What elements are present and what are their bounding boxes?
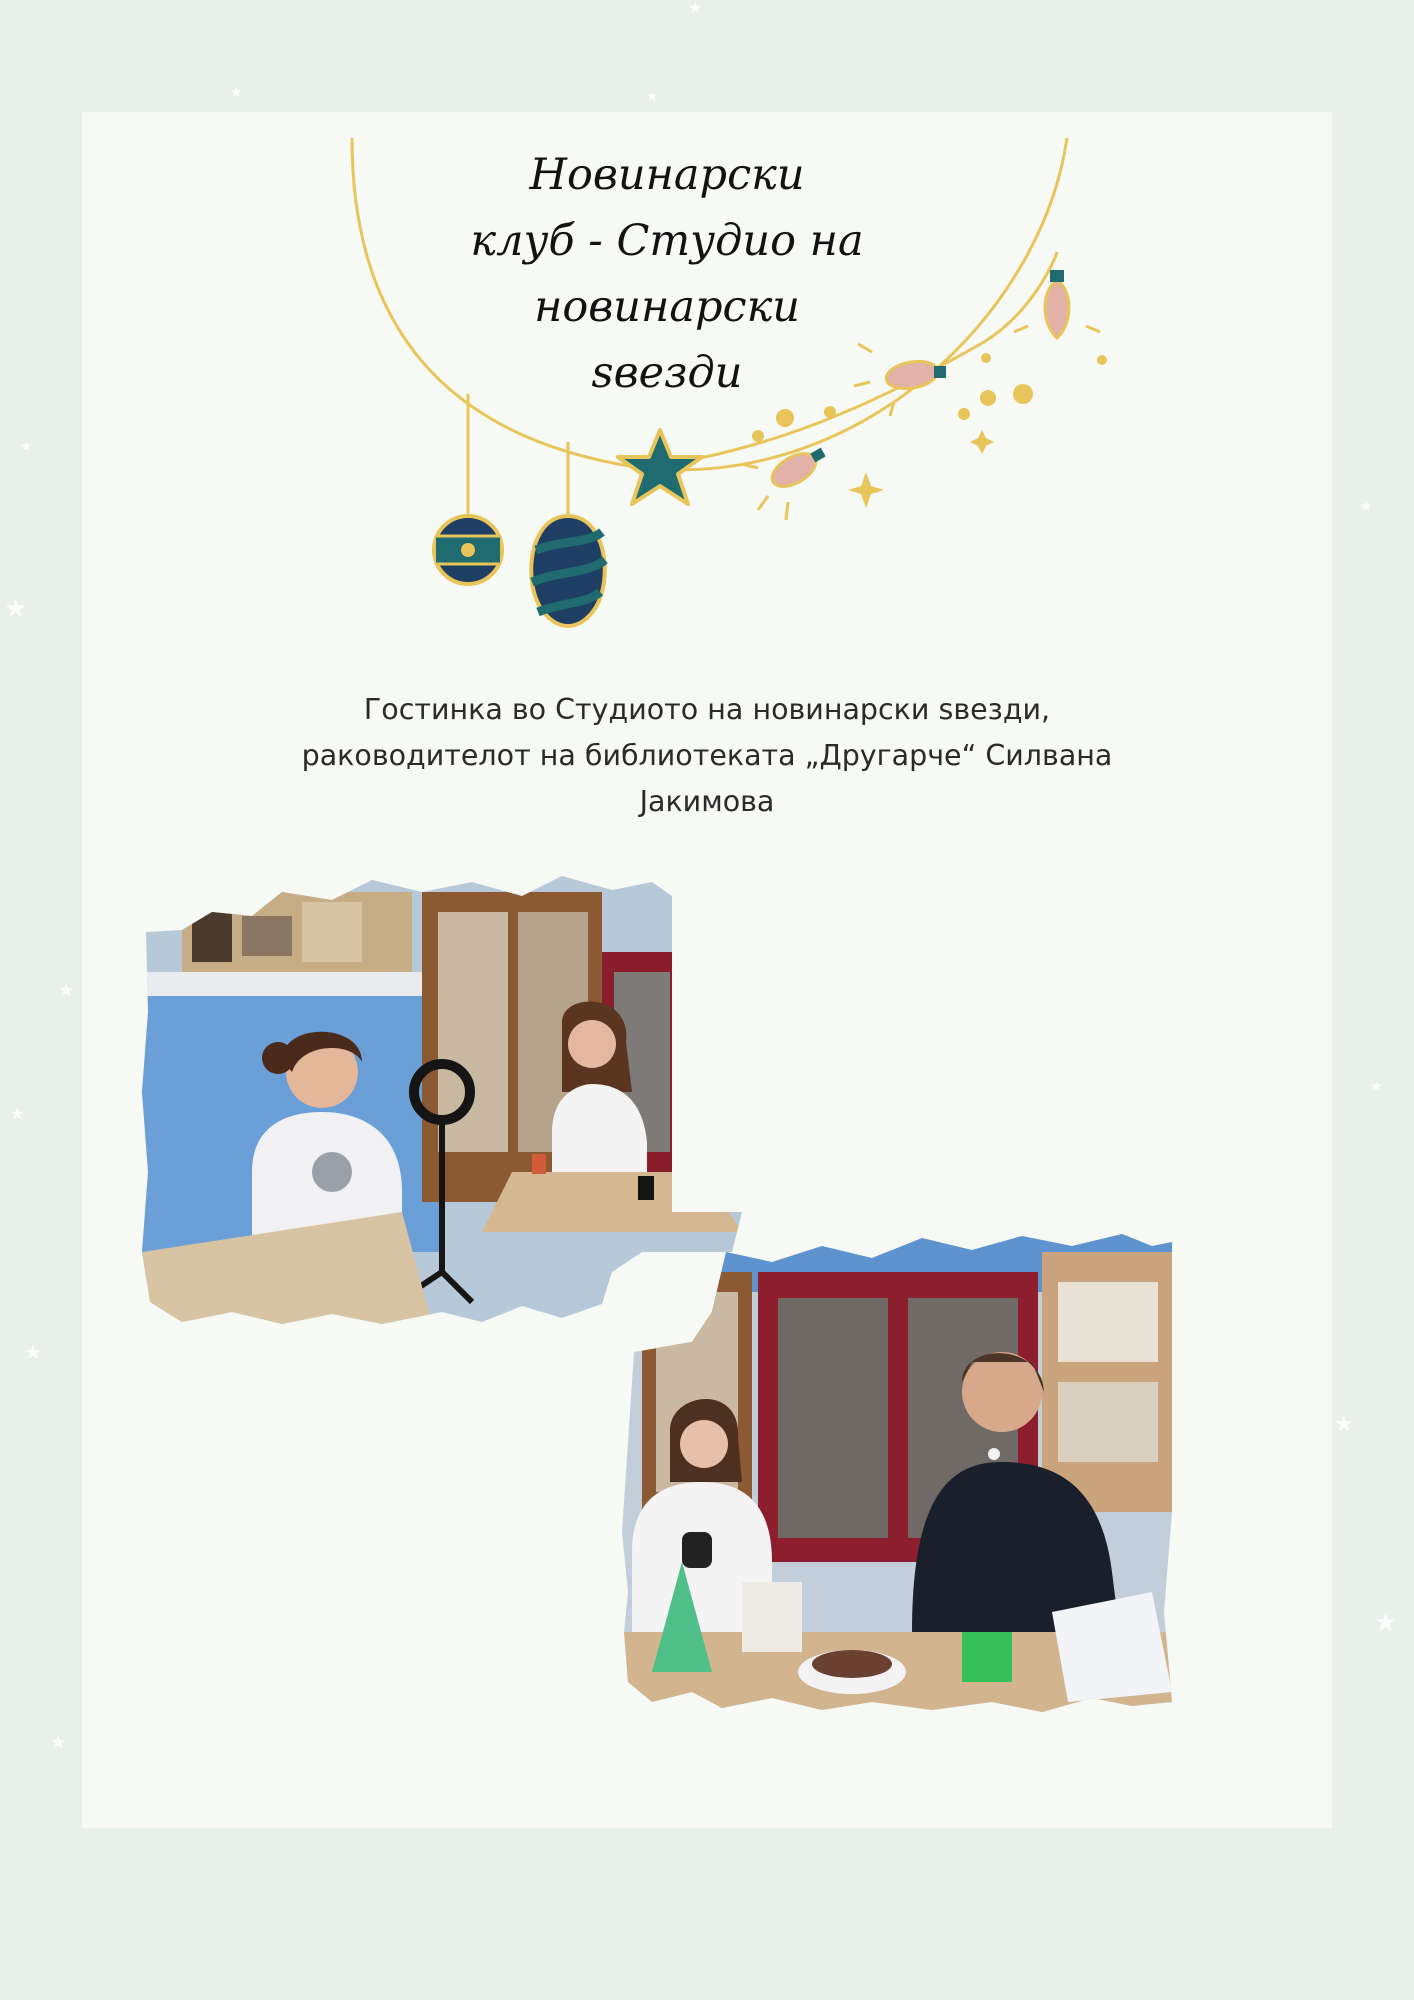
title-line: новинарски <box>534 282 800 332</box>
page-card <box>82 112 1332 1828</box>
title-line: клуб - Студио на <box>470 216 864 266</box>
background-star-icon: ★ <box>10 1104 25 1123</box>
background-star-icon: ★ <box>24 1340 42 1364</box>
sparkle-icon <box>970 430 994 454</box>
background-star-icon: ★ <box>646 89 659 105</box>
striped-bauble-icon <box>531 442 605 626</box>
background-star-icon: ★ <box>50 1732 67 1753</box>
light-bulb-icon <box>742 447 826 520</box>
round-bauble-icon <box>434 394 502 584</box>
photo-guest-interview <box>612 1232 1312 1872</box>
background-star-icon: ★ <box>1334 1412 1354 1437</box>
page-title <box>442 142 892 406</box>
sparkle-icon <box>848 472 884 508</box>
background-star-icon: ★ <box>58 980 75 1001</box>
title-line: ѕвезди <box>591 348 743 398</box>
background-star-icon: ★ <box>1374 1608 1398 1638</box>
title-line: Новинарски <box>529 150 805 200</box>
background-star-icon: ★ <box>20 439 33 455</box>
background-star-icon: ★ <box>1370 1079 1383 1095</box>
caption-line: Јакимова <box>639 785 775 818</box>
caption-line: Гостинка во Студиото на новинарски ѕвезди, <box>363 693 1051 726</box>
background-star-icon: ★ <box>230 85 243 101</box>
photo-caption <box>182 687 1232 825</box>
background-star-icon: ★ <box>4 594 28 624</box>
background-star-icon: ★ <box>688 0 703 17</box>
star-ornament-icon <box>618 430 702 504</box>
background-star-icon: ★ <box>1360 499 1373 515</box>
caption-line: раководителот на библиотеката „Другарче“ Силвана <box>301 739 1113 772</box>
